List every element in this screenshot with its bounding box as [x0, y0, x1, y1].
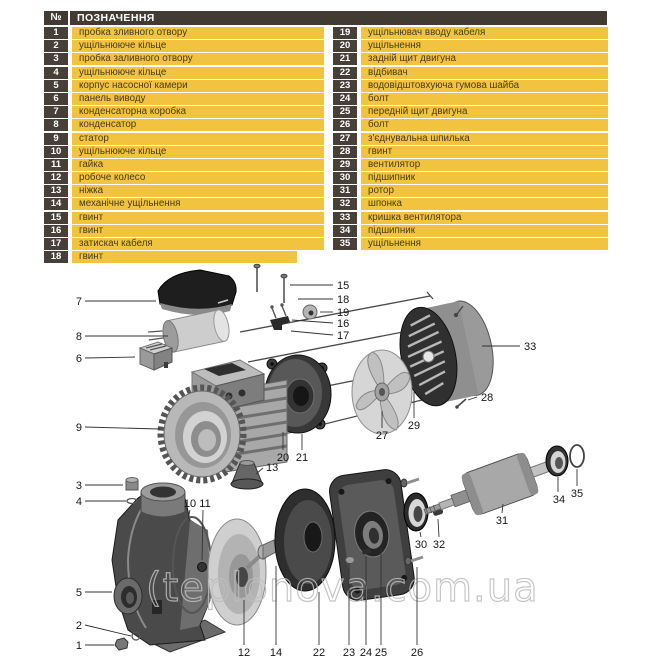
row-label: водовідштовхуюча гумова шайба — [361, 80, 608, 92]
table-header-designation: ПОЗНАЧЕННЯ — [70, 11, 607, 25]
row-label: підшипник — [361, 225, 608, 237]
row-label: відбивач — [361, 67, 608, 79]
table-row — [333, 225, 608, 237]
part-screw-28 — [455, 399, 466, 409]
row-number: 20 — [333, 40, 357, 52]
table-row — [333, 172, 608, 184]
row-label: ущільнююче кільце — [72, 67, 324, 79]
row-number: 6 — [44, 93, 68, 105]
part-bearing-front — [404, 493, 428, 531]
table-row — [333, 93, 608, 105]
table-row — [333, 119, 608, 131]
table-row — [333, 198, 608, 210]
part-drain-plug — [115, 638, 128, 650]
part-rotor — [417, 445, 558, 532]
callout-25: 25 — [374, 647, 388, 659]
table-row — [44, 80, 324, 92]
row-label: корпус насосної камери — [72, 80, 324, 92]
callout-13: 13 — [266, 462, 279, 474]
row-label: гайка — [72, 159, 324, 171]
row-number: 3 — [44, 53, 68, 65]
row-label: з'єднувальна шпилька — [361, 133, 608, 145]
table-row — [44, 133, 324, 145]
table-row — [333, 53, 608, 65]
callout-1: 1 — [75, 640, 82, 652]
row-number: 1 — [44, 27, 68, 39]
callout-6: 6 — [75, 353, 82, 365]
part-rubber-washer — [346, 557, 355, 564]
row-label: пробка заливного отвору — [72, 53, 324, 65]
callout-11: 11 — [199, 498, 211, 510]
row-number: 28 — [333, 146, 357, 158]
table-column-left — [44, 27, 324, 264]
row-label: механічне ущільнення — [72, 198, 324, 210]
row-number: 10 — [44, 146, 68, 158]
row-number: 8 — [44, 119, 68, 131]
row-number: 7 — [44, 106, 68, 118]
callout-31: 31 — [495, 515, 509, 527]
row-label: ротор — [361, 185, 608, 197]
part-cable-gland — [303, 305, 317, 319]
row-number: 17 — [44, 238, 68, 250]
table-row — [333, 238, 608, 250]
callout-33: 33 — [524, 341, 537, 353]
row-number: 32 — [333, 198, 357, 210]
table-row — [333, 40, 608, 52]
table-row — [44, 238, 324, 250]
row-number: 9 — [44, 133, 68, 145]
row-number: 21 — [333, 53, 357, 65]
row-label: затискач кабеля — [72, 238, 324, 250]
table-row — [333, 146, 608, 158]
callout-35: 35 — [570, 488, 584, 500]
callout-26: 26 — [410, 647, 424, 659]
row-label: робоче колесо — [72, 172, 324, 184]
callout-7: 7 — [75, 296, 82, 308]
table-row — [44, 146, 324, 158]
table-row — [44, 172, 324, 184]
row-label: ущільнення — [361, 40, 608, 52]
callout-16: 16 — [337, 318, 350, 330]
part-seal — [570, 445, 584, 467]
row-label: пробка зливного отвору — [72, 27, 324, 39]
table-row — [44, 119, 324, 131]
table-row — [44, 27, 324, 39]
row-label: ніжка — [72, 185, 324, 197]
row-number: 5 — [44, 80, 68, 92]
callout-28: 28 — [481, 392, 494, 404]
part-bearing-rear — [546, 446, 568, 476]
table-row — [44, 198, 324, 210]
table-row — [44, 106, 324, 118]
callout-34: 34 — [552, 494, 566, 506]
part-capacitor-cover — [158, 270, 236, 315]
row-number: 13 — [44, 185, 68, 197]
callout-10: 10 — [183, 498, 197, 510]
part-screws-top — [254, 264, 287, 318]
row-number: 15 — [44, 212, 68, 224]
callout-12: 12 — [237, 647, 251, 659]
part-terminal-panel — [140, 342, 172, 370]
part-cable-clamp — [270, 316, 290, 330]
callout-3: 3 — [75, 480, 82, 492]
row-number: 19 — [333, 27, 357, 39]
callout-17: 17 — [337, 330, 350, 342]
row-label: передній щит двигуна — [361, 106, 608, 118]
callout-22: 22 — [312, 647, 326, 659]
callout-9: 9 — [75, 422, 82, 434]
table-row — [333, 159, 608, 171]
row-label: болт — [361, 93, 608, 105]
row-number: 18 — [44, 251, 68, 263]
table-row — [44, 212, 324, 224]
callout-5: 5 — [75, 587, 82, 599]
callout-27: 27 — [375, 430, 389, 442]
row-number: 29 — [333, 159, 357, 171]
row-label: ущільнююче кільце — [72, 40, 324, 52]
table-row — [44, 53, 324, 65]
row-number: 11 — [44, 159, 68, 171]
callout-24: 24 — [359, 647, 373, 659]
part-fill-plug — [126, 478, 138, 491]
row-label: гвинт — [361, 146, 608, 158]
row-label: гвинт — [72, 251, 297, 263]
exploded-diagram — [0, 263, 652, 670]
table-row — [333, 185, 608, 197]
row-label: болт — [361, 119, 608, 131]
row-number: 25 — [333, 106, 357, 118]
row-label: задній щит двигуна — [361, 53, 608, 65]
row-label: шпонка — [361, 198, 608, 210]
callout-4: 4 — [75, 496, 82, 508]
row-label: панель виводу — [72, 93, 324, 105]
table-row — [333, 27, 608, 39]
row-number: 23 — [333, 80, 357, 92]
row-number: 31 — [333, 185, 357, 197]
callout-21: 21 — [295, 452, 309, 464]
table-row — [44, 40, 324, 52]
row-label: ущільнююче кільце — [72, 146, 324, 158]
row-number: 2 — [44, 40, 68, 52]
table-column-right — [333, 27, 608, 251]
callout-19: 19 — [337, 307, 350, 319]
row-number: 26 — [333, 119, 357, 131]
table-row — [44, 225, 324, 237]
row-number: 4 — [44, 67, 68, 79]
callout-18: 18 — [337, 294, 350, 306]
row-number: 33 — [333, 212, 357, 224]
row-label: вентилятор — [361, 159, 608, 171]
table-row — [44, 67, 324, 79]
table-row — [333, 106, 608, 118]
row-label: підшипник — [361, 172, 608, 184]
row-label: конденсатор — [72, 119, 324, 131]
row-number: 16 — [44, 225, 68, 237]
callout-2: 2 — [75, 620, 82, 632]
watermark: (teplonova.com.ua — [146, 565, 539, 611]
callout-15: 15 — [337, 280, 350, 292]
row-number: 22 — [333, 67, 357, 79]
row-number: 27 — [333, 133, 357, 145]
row-label: кришка вентилятора — [361, 212, 608, 224]
row-label: гвинт — [72, 212, 324, 224]
table-row — [333, 212, 608, 224]
row-number: 12 — [44, 172, 68, 184]
row-label: статор — [72, 133, 324, 145]
row-number: 14 — [44, 198, 68, 210]
callout-23: 23 — [342, 647, 356, 659]
callout-30: 30 — [414, 539, 428, 551]
row-label: гвинт — [72, 225, 324, 237]
callout-14: 14 — [269, 647, 283, 659]
row-number: 34 — [333, 225, 357, 237]
callout-29: 29 — [407, 420, 421, 432]
row-label: конденсаторна коробка — [72, 106, 324, 118]
table-row — [333, 133, 608, 145]
callout-8: 8 — [75, 331, 82, 343]
table-row — [44, 159, 324, 171]
table-row — [333, 80, 608, 92]
table-row — [44, 251, 324, 263]
row-number: 30 — [333, 172, 357, 184]
row-label: ущільнення — [361, 238, 608, 250]
row-label: ущільнювач вводу кабеля — [361, 27, 608, 39]
row-number: 24 — [333, 93, 357, 105]
callout-32: 32 — [432, 539, 446, 551]
table-row — [44, 93, 324, 105]
table-row — [44, 185, 324, 197]
table-row — [333, 67, 608, 79]
row-number: 35 — [333, 238, 357, 250]
table-header-number: № — [44, 11, 68, 25]
callout-20: 20 — [276, 452, 290, 464]
